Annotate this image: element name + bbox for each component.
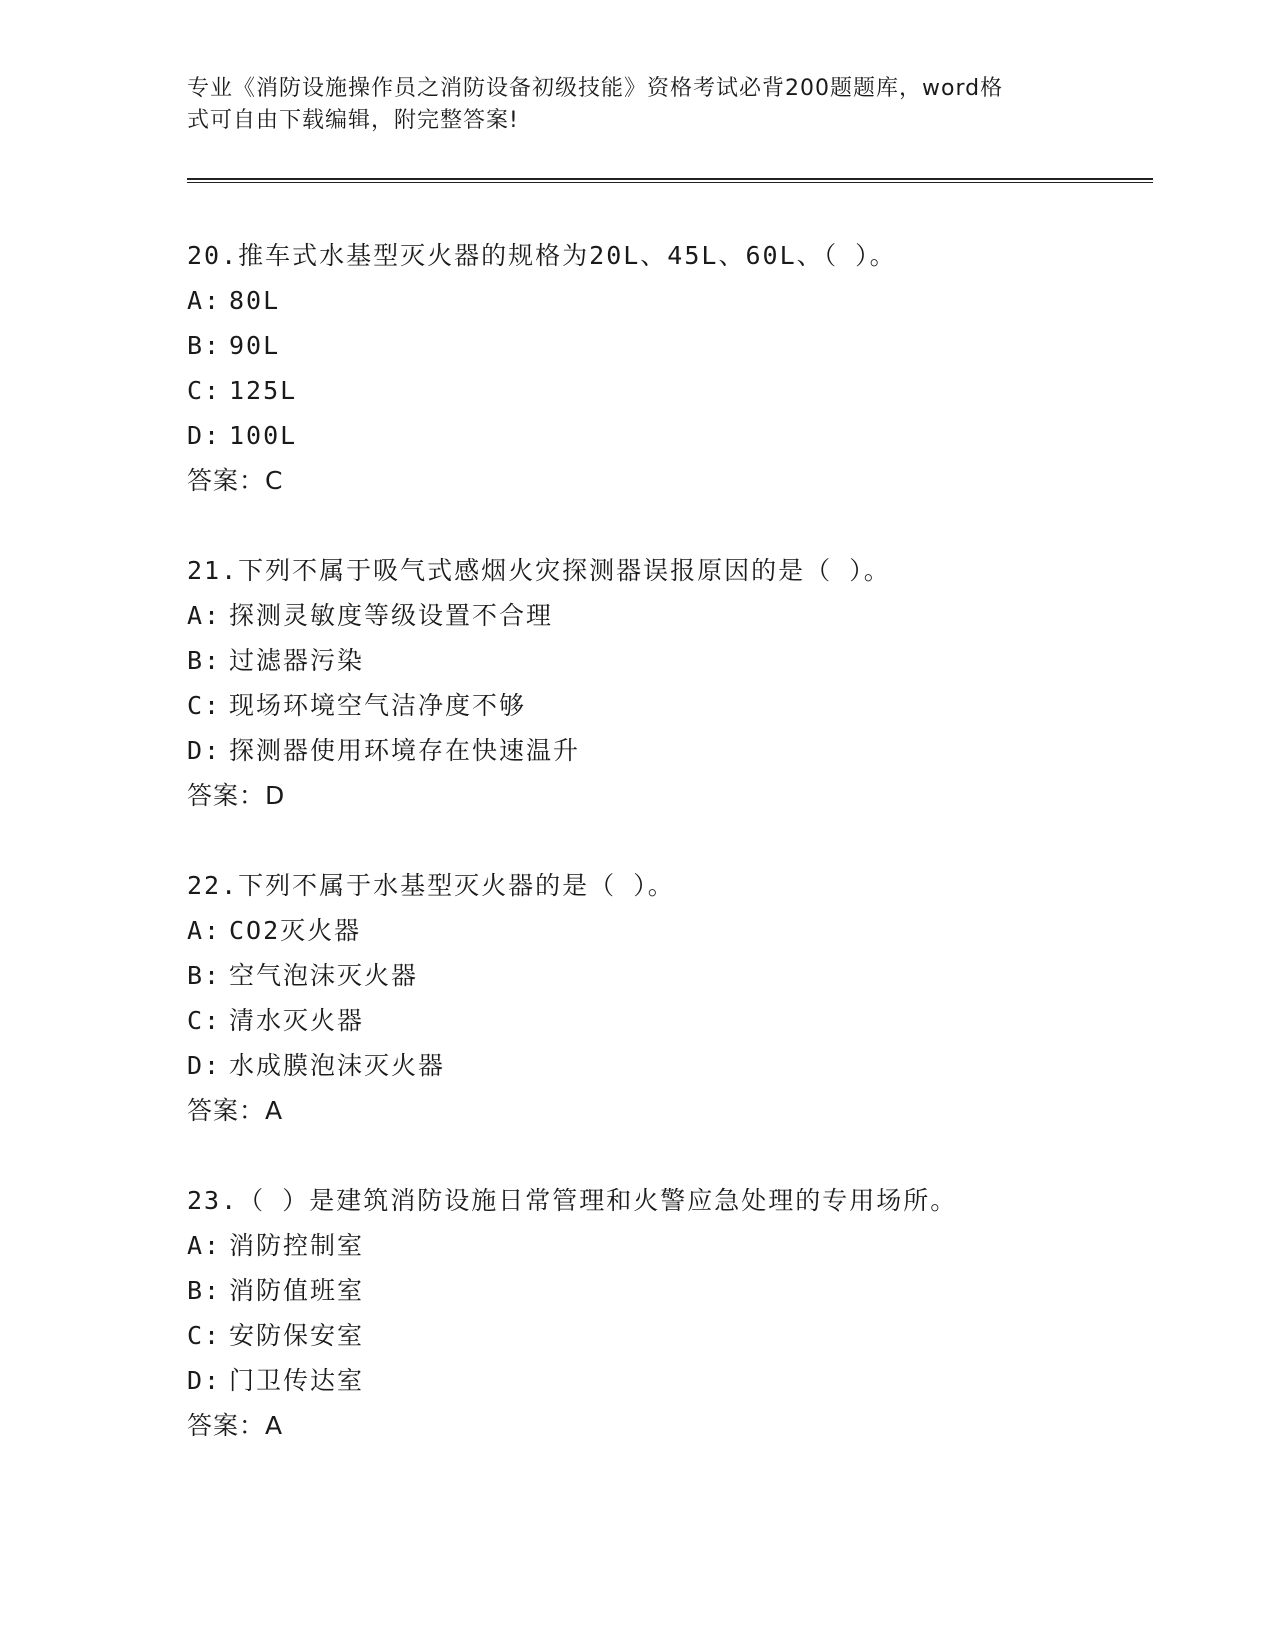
question-21: [187, 548, 1137, 818]
option-letter: C:: [187, 691, 222, 720]
option-text: 探测器使用环境存在快速温升: [229, 736, 581, 765]
option-c: [187, 998, 1137, 1043]
question-title: 22.下列不属于水基型灭火器的是（ ）。: [187, 871, 675, 900]
option-c: [187, 368, 1137, 413]
option-c: [187, 1313, 1137, 1358]
option-letter: B:: [187, 331, 222, 360]
option-text: 门卫传达室: [229, 1366, 365, 1395]
option-text: 安防保安室: [229, 1321, 365, 1350]
option-letter: C:: [187, 1321, 222, 1350]
option-text: CO2灭火器: [229, 916, 362, 945]
option-letter: C:: [187, 1006, 222, 1035]
option-letter: D:: [187, 1051, 222, 1080]
option-letter: B:: [187, 961, 222, 990]
option-a: [187, 278, 1137, 323]
option-d: [187, 413, 1137, 458]
option-letter: A:: [187, 916, 222, 945]
header-line-2: 式可自由下载编辑，附完整答案!: [187, 108, 519, 133]
option-letter: B:: [187, 646, 222, 675]
option-c: [187, 683, 1137, 728]
question-23: [187, 1178, 1137, 1448]
document-header: [187, 73, 1067, 137]
option-a: [187, 908, 1137, 953]
option-d: [187, 1043, 1137, 1088]
option-letter: D:: [187, 421, 222, 450]
option-d: [187, 728, 1137, 773]
option-b: [187, 323, 1137, 368]
option-a: [187, 593, 1137, 638]
option-text: 清水灭火器: [229, 1006, 365, 1035]
question-20: [187, 233, 1137, 503]
option-letter: A:: [187, 601, 222, 630]
option-text: 空气泡沫灭火器: [229, 961, 419, 990]
option-letter: B:: [187, 1276, 222, 1305]
option-text: 现场环境空气洁净度不够: [229, 691, 527, 720]
option-letter: A:: [187, 286, 222, 315]
header-line-1: 专业《消防设施操作员之消防设备初级技能》资格考试必背200题题库，word格: [187, 76, 1004, 101]
option-text: 100L: [229, 421, 298, 450]
question-title: 23.（ ）是建筑消防设施日常管理和火警应急处理的专用场所。: [187, 1186, 958, 1215]
option-b: [187, 638, 1137, 683]
option-b: [187, 1268, 1137, 1313]
question-22: [187, 863, 1137, 1133]
option-letter: A:: [187, 1231, 222, 1260]
option-text: 80L: [229, 286, 281, 315]
answer-text: 答案：A: [187, 1096, 284, 1125]
option-a: [187, 1223, 1137, 1268]
answer-text: 答案：D: [187, 781, 286, 810]
answer-text: 答案：A: [187, 1411, 284, 1440]
question-title: 20.推车式水基型灭火器的规格为20L、45L、60L、（ ）。: [187, 241, 897, 270]
option-letter: D:: [187, 736, 222, 765]
option-text: 过滤器污染: [229, 646, 365, 675]
header-divider: [187, 178, 1153, 183]
option-text: 消防值班室: [229, 1276, 365, 1305]
option-d: [187, 1358, 1137, 1403]
question-title: 21.下列不属于吸气式感烟火灾探测器误报原因的是（ ）。: [187, 556, 891, 585]
option-b: [187, 953, 1137, 998]
option-text: 水成膜泡沫灭火器: [229, 1051, 446, 1080]
option-text: 90L: [229, 331, 281, 360]
option-letter: C:: [187, 376, 222, 405]
option-text: 探测灵敏度等级设置不合理: [229, 601, 554, 630]
option-text: 消防控制室: [229, 1231, 365, 1260]
option-letter: D:: [187, 1366, 222, 1395]
answer-text: 答案：C: [187, 466, 284, 495]
option-text: 125L: [229, 376, 298, 405]
